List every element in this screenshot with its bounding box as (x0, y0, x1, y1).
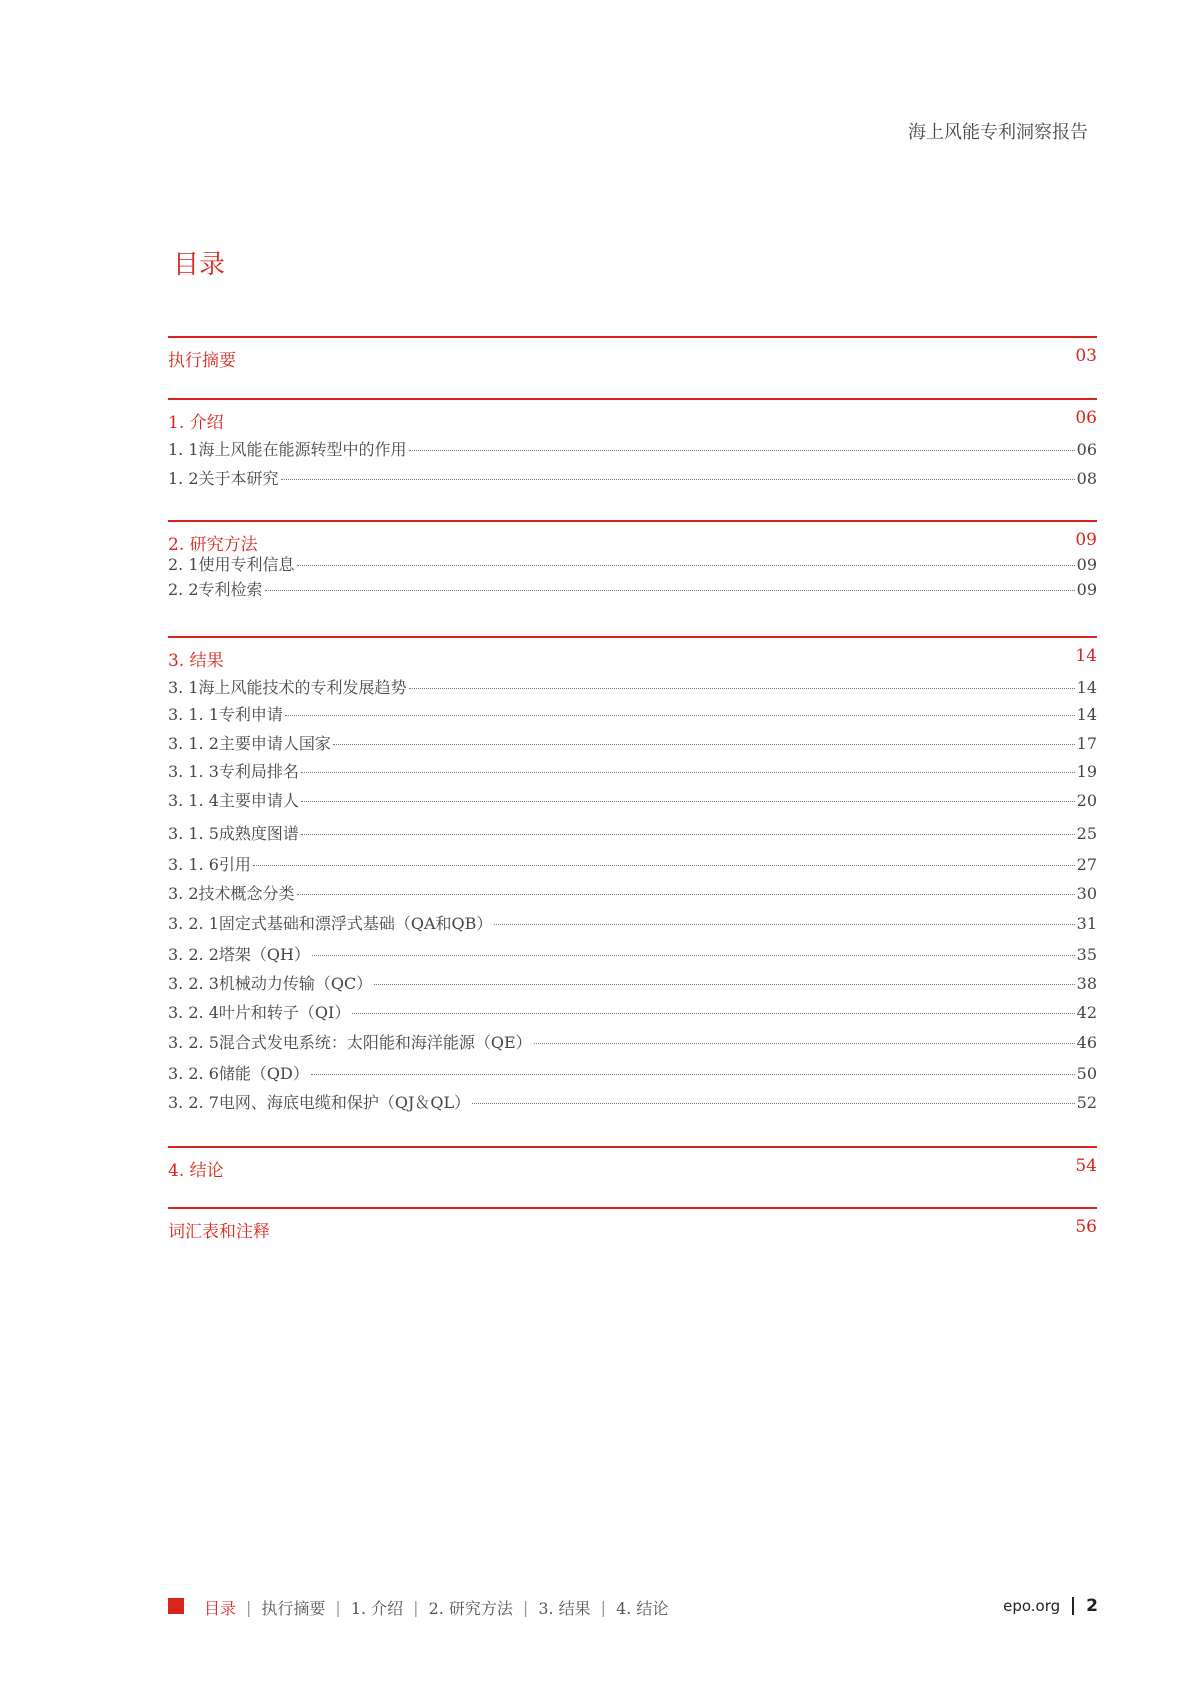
toc-entry-page: 25 (1076, 824, 1097, 843)
toc-section-title: 执行摘要 (168, 351, 236, 371)
footer (168, 1596, 1098, 1620)
nav-separator: | (600, 1598, 607, 1617)
toc-entry-label: 3. 2. 2塔架（QH） (168, 945, 310, 964)
footer-divider (1072, 1597, 1074, 1615)
dot-leader (333, 744, 1075, 745)
toc-section-title: 2. 研究方法 (168, 535, 258, 555)
nav-separator: | (522, 1598, 529, 1617)
toc-section (168, 398, 1097, 500)
toc-entry-label: 3. 1. 3专利局排名 (168, 762, 299, 781)
dot-leader (301, 801, 1075, 802)
dot-leader (265, 590, 1075, 591)
dot-leader (352, 1013, 1074, 1014)
toc-entry[interactable] (168, 702, 1097, 725)
dot-leader (409, 688, 1075, 689)
nav-separator: | (246, 1598, 252, 1617)
toc-entry-label: 3. 1. 4主要申请人 (168, 791, 299, 810)
toc-section-title: 3. 结果 (168, 651, 224, 671)
toc-section (168, 1207, 1097, 1242)
toc-entry[interactable] (168, 1000, 1097, 1023)
toc-entry-label: 3. 2. 5混合式发电系统：太阳能和海洋能源（QE） (168, 1033, 532, 1052)
toc-entry[interactable] (168, 759, 1097, 782)
toc-entry-page: 52 (1076, 1093, 1097, 1112)
footer-nav-item[interactable]: 3. 结果 (538, 1599, 591, 1618)
footer-nav-item[interactable]: 2. 研究方法 (428, 1599, 513, 1618)
toc-entry-label: 3. 2. 1固定式基础和漂浮式基础（QA和QB） (168, 914, 493, 933)
dot-leader (472, 1103, 1074, 1104)
dot-leader (253, 865, 1075, 866)
toc-entry[interactable] (168, 552, 1097, 575)
toc-section (168, 636, 1097, 1116)
toc-entry-page: 50 (1076, 1064, 1097, 1083)
toc-entry-label: 3. 2. 4叶片和转子（QI） (168, 1003, 351, 1022)
report-header-title: 海上风能专利洞察报告 (908, 122, 1088, 143)
toc-entry-label: 3. 2. 3机械动力传输（QC） (168, 974, 373, 993)
dot-leader (312, 955, 1075, 956)
dot-leader (311, 1074, 1075, 1075)
toc-section (168, 336, 1097, 371)
toc-entry[interactable] (168, 437, 1097, 460)
toc-entry-page: 35 (1076, 945, 1097, 964)
dot-leader (409, 450, 1075, 451)
toc-entry-label: 3. 2. 7电网、海底电缆和保护（QJ＆QL） (168, 1093, 471, 1112)
toc-section-heading[interactable] (168, 346, 1097, 371)
toc-section-page: 03 (1075, 346, 1097, 366)
toc-entry-page: 14 (1076, 705, 1097, 724)
dot-leader (494, 924, 1074, 925)
toc-section-title: 词汇表和注释 (168, 1222, 270, 1242)
toc-entry-label: 2. 1使用专利信息 (168, 555, 295, 574)
toc-entry-label: 3. 1. 5成熟度图谱 (168, 824, 299, 843)
toc-entry-label: 3. 1海上风能技术的专利发展趋势 (168, 678, 407, 697)
toc-entry-label: 3. 2. 6储能（QD） (168, 1064, 309, 1083)
toc-entry-page: 09 (1076, 555, 1097, 574)
toc-entry-page: 42 (1076, 1003, 1097, 1022)
toc-entry-page: 14 (1076, 678, 1097, 697)
footer-nav-item[interactable]: 执行摘要 (261, 1599, 326, 1618)
dot-leader (534, 1043, 1075, 1044)
toc-entry-page: 09 (1076, 580, 1097, 599)
toc-entry-label: 3. 1. 2主要申请人国家 (168, 734, 331, 753)
toc-section-heading[interactable] (168, 1217, 1097, 1242)
toc-section (168, 1146, 1097, 1181)
toc-entry-label: 3. 1. 6引用 (168, 855, 251, 874)
toc-entry[interactable] (168, 1061, 1097, 1084)
toc-entry-label: 1. 1海上风能在能源转型中的作用 (168, 440, 407, 459)
toc-entry[interactable] (168, 675, 1097, 698)
toc-section-title: 4. 结论 (168, 1161, 224, 1181)
dot-leader (374, 984, 1074, 985)
toc-entry[interactable] (168, 821, 1097, 844)
toc-entry[interactable] (168, 881, 1097, 904)
toc-entry-page: 46 (1076, 1033, 1097, 1052)
toc-entry[interactable] (168, 466, 1097, 489)
toc-entry-label: 2. 2专利检索 (168, 580, 263, 599)
toc-entry-page: 20 (1076, 791, 1097, 810)
toc-section-page: 14 (1075, 646, 1097, 666)
site-link[interactable]: epo.org (1003, 1597, 1061, 1615)
toc-entry-label: 3. 1. 1专利申请 (168, 705, 283, 724)
toc-entry[interactable] (168, 971, 1097, 994)
dot-leader (297, 894, 1075, 895)
toc-entry[interactable] (168, 788, 1097, 811)
toc-section-page: 06 (1075, 408, 1097, 428)
dot-leader (301, 772, 1075, 773)
toc-entry-page: 30 (1076, 884, 1097, 903)
toc-entry-page: 17 (1076, 734, 1097, 753)
nav-separator: | (413, 1598, 419, 1617)
toc-section-heading[interactable] (168, 646, 1097, 671)
toc-entry-label: 3. 2技术概念分类 (168, 884, 295, 903)
toc-entry-page: 06 (1076, 440, 1097, 459)
toc-section-heading[interactable] (168, 1156, 1097, 1181)
toc-section-page: 54 (1075, 1156, 1097, 1176)
toc-entry-page: 27 (1076, 855, 1097, 874)
toc-entry[interactable] (168, 1030, 1097, 1053)
toc-entry-page: 08 (1076, 469, 1097, 488)
dot-leader (285, 715, 1075, 716)
toc-entry-page: 38 (1076, 974, 1097, 993)
dot-leader (281, 479, 1075, 480)
nav-separator: | (335, 1598, 341, 1617)
toc-entry-page: 31 (1076, 914, 1097, 933)
toc-entry[interactable] (168, 1090, 1097, 1113)
dot-leader (297, 565, 1075, 566)
page-number: 2 (1086, 1596, 1098, 1616)
toc-entry[interactable] (168, 577, 1097, 600)
footer-right (1003, 1596, 1098, 1616)
footer-nav-item[interactable]: 4. 结论 (616, 1599, 669, 1618)
footer-nav-item[interactable]: 1. 介绍 (350, 1599, 404, 1618)
toc-entry-page: 19 (1076, 762, 1097, 781)
toc-section-title: 1. 介绍 (168, 413, 224, 433)
toc-section (168, 520, 1097, 602)
red-square-icon (168, 1598, 184, 1614)
toc-entry[interactable] (168, 911, 1097, 934)
toc-entry-label: 1. 2关于本研究 (168, 469, 279, 488)
toc-entry[interactable] (168, 731, 1097, 754)
toc-entry[interactable] (168, 852, 1097, 875)
footer-nav-item[interactable]: 目录 (204, 1599, 237, 1618)
toc-heading: 目录 (173, 250, 226, 280)
toc-section-page: 09 (1075, 530, 1097, 550)
toc-section-page: 56 (1075, 1217, 1097, 1237)
footer-nav (204, 1596, 668, 1619)
dot-leader (301, 834, 1075, 835)
toc-section-heading[interactable] (168, 408, 1097, 433)
toc-entry[interactable] (168, 942, 1097, 965)
